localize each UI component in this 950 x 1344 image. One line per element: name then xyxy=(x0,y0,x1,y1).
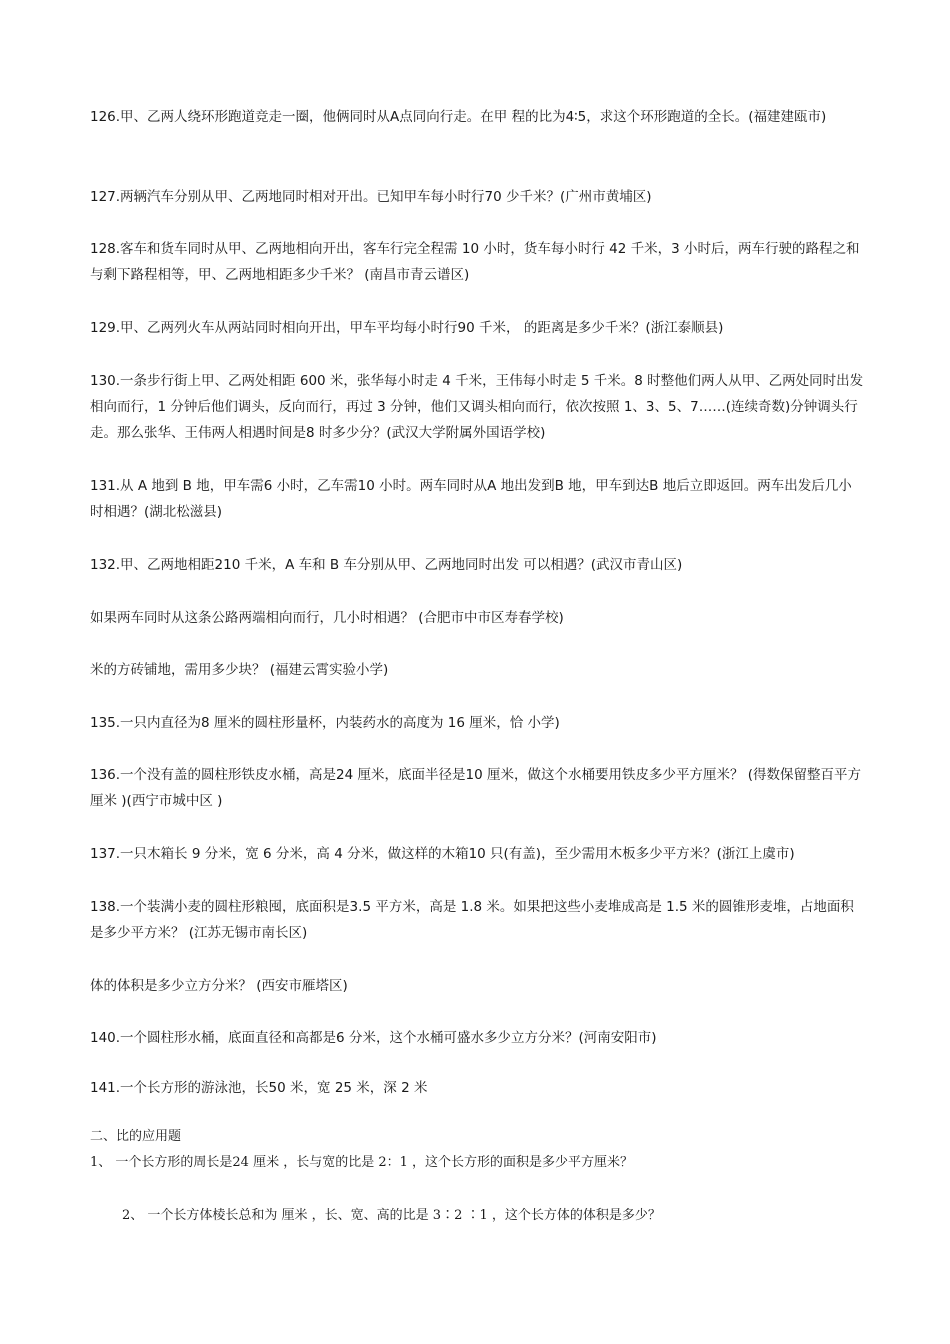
problem-132: 132.甲、乙两地相距210 千米，A 车和 B 车分别从甲、乙两地同时出发 可以相遇？(武汉市青山区) xyxy=(90,557,683,573)
problem-133-fragment: 如果两车同时从这条公路两端相向而行，几小时相遇？ (合肥市中市区寿春学校) xyxy=(90,610,564,626)
problem-127: 127.两辆汽车分别从甲、乙两地同时相对开出。已知甲车每小时行70 少千米？(广州市黄埔区) xyxy=(90,189,652,205)
problem-138: 138.一个装满小麦的圆柱形粮囤，底面积是3.5 平方米，高是 1.8 米。如果把这些小麦堆成高是 1.5 米的圆锥形麦堆，占地面积是多少平方米？ (江苏无锡市南长区) xyxy=(90,899,854,941)
problem-136: 136.一个没有盖的圆柱形铁皮水桶，高是24 厘米，底面半径是10 厘米，做这个水桶要用铁皮多少平方厘米？ (得数保留整百平方厘米 )(西宁市城中区 ) xyxy=(90,767,862,809)
problem-126: 126.甲、乙两人绕环形跑道竞走一圈，他俩同时从A点同向行走。在甲 程的比为4∶5，求这个环形跑道的全长。(福建建瓯市) xyxy=(90,109,827,125)
problem-129: 129.甲、乙两列火车从两站同时相向开出，甲车平均每小时行90 千米， 的距离是多少千米？(浙江泰顺县) xyxy=(90,320,724,336)
problem-130: 130.一条步行街上甲、乙两处相距 600 米，张华每小时走 4 千米，王伟每小时走 5 千米。8 时整他们两人从甲、乙两处同时出发相向而行，1 分钟后他们调头，反向而行，再过 3 分钟，他们又调头相向而行，依次按照 1、3、5、7……(连续奇数)分钟调头行走。那么张华、王伟两人相遇时间是8 时多少分？(武汉大学附属外国语学校) xyxy=(90,373,864,441)
problem-140: 140.一个圆柱形水桶，底面直径和高都是6 分米，这个水桶可盛水多少立方分米？(河南安阳市) xyxy=(90,1030,657,1046)
problem-134-fragment: 米的方砖铺地，需用多少块？ (福建云霄实验小学) xyxy=(90,662,389,678)
ratio-question-1: 1、 一个长方形的周长是24 厘米 ，长与宽的比是 2：1 ，这个长方形的面积是多少平方厘米？ xyxy=(90,1155,634,1170)
problem-137: 137.一只木箱长 9 分米，宽 6 分米，高 4 分米，做这样的木箱10 只(有盖)，至少需用木板多少平方米？(浙江上虞市) xyxy=(90,846,795,862)
problem-131: 131.从 A 地到 B 地，甲车需6 小时，乙车需10 小时。两车同时从A 地出发到B 地，甲车到达B 地后立即返回。两车出发后几小时相遇？(湖北松滋县) xyxy=(90,478,852,520)
problem-135: 135.一只内直径为8 厘米的圆柱形量杯，内装药水的高度为 16 厘米，恰 小学) xyxy=(90,715,560,731)
problem-139-fragment: 体的体积是多少立方分米？ (西安市雁塔区) xyxy=(90,978,348,994)
problem-128: 128.客车和货车同时从甲、乙两地相向开出，客车行完全程需 10 小时，货车每小时行 42 千米，3 小时后，两车行驶的路程之和与剩下路程相等，甲、乙两地相距多少千米？ (南昌市青云谱区) xyxy=(90,241,860,283)
section-2-heading: 二、比的应用题 xyxy=(90,1129,182,1144)
ratio-question-2: 2、 一个长方体棱长总和为 厘米 ，长、宽、高的比是 3∶2 ∶1 ，这个长方体的体积是多少？ xyxy=(122,1208,661,1223)
problem-141: 141.一个长方形的游泳池，长50 米，宽 25 米，深 2 米 xyxy=(90,1080,428,1096)
